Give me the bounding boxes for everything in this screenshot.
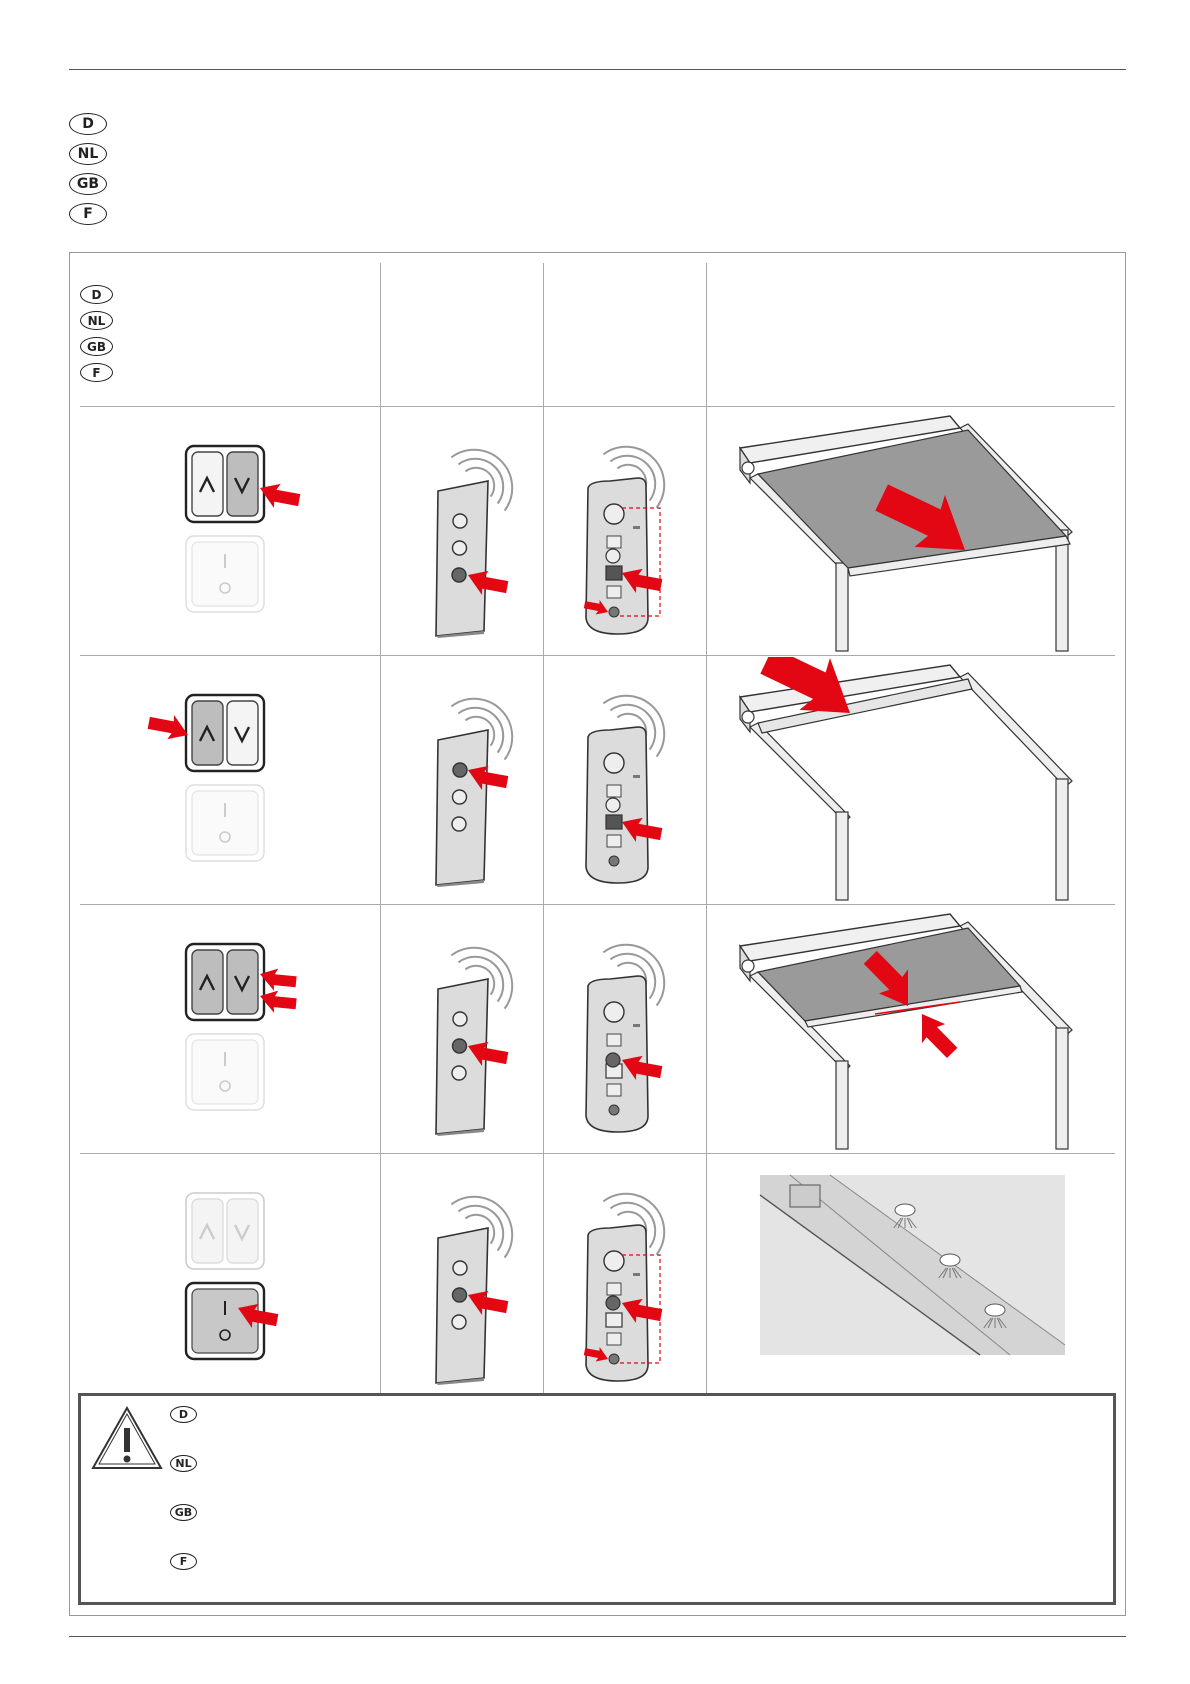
remote-button-3: [452, 568, 466, 582]
wall-switch-1: [120, 685, 320, 875]
handset-stop-button: [606, 815, 622, 829]
handset-round-button: [606, 1296, 620, 1310]
handset-round-button: [606, 1053, 620, 1067]
row-divider: [80, 904, 1115, 905]
wall-switch-2: [120, 934, 320, 1124]
column-divider: [380, 263, 381, 1401]
remote-button-1: [453, 763, 467, 777]
remote-control-2: [400, 924, 550, 1144]
switch-down-button: [227, 452, 258, 516]
table-language-badge-f: F: [80, 363, 113, 382]
handset-prog-button: [609, 1105, 619, 1115]
handset-remote-3: [550, 1173, 710, 1393]
warning-language-badge-gb: GB: [170, 1504, 197, 1521]
language-badge-f: F: [69, 203, 107, 225]
row-divider: [80, 1153, 1115, 1154]
switch-down-button: [227, 701, 258, 765]
switch-up-button: [192, 701, 223, 765]
handset-dial: [604, 1002, 624, 1022]
handset-round-button: [606, 798, 620, 812]
remote-button-1: [453, 1261, 467, 1275]
warning-triangle-icon: [91, 1404, 163, 1470]
language-badge-nl: NL: [69, 143, 107, 165]
red-arrow-icon: [908, 1006, 961, 1064]
pergola-illustration-2: [710, 906, 1110, 1151]
switch-down-button: [227, 950, 258, 1014]
handset-prog-button: [609, 856, 619, 866]
handset-remote-2: [550, 924, 710, 1144]
warning-language-badge-f: F: [170, 1553, 197, 1570]
switch-up-button: [192, 1199, 223, 1263]
handset-dial: [604, 504, 624, 524]
top-rule: [69, 69, 1126, 70]
remote-button-2: [453, 1288, 467, 1302]
switch-up-button: [192, 950, 223, 1014]
table-language-badge-gb: GB: [80, 337, 113, 356]
table-language-badge-d: D: [80, 285, 113, 304]
bottom-rule: [69, 1636, 1126, 1637]
remote-button-1: [453, 1012, 467, 1026]
light-switch-button: [192, 1040, 258, 1104]
handset-prog-button: [609, 1354, 619, 1364]
handset-round-button: [606, 549, 620, 563]
pergola-post: [1056, 779, 1068, 900]
warning-box: [78, 1393, 1116, 1605]
remote-button-3: [452, 1315, 466, 1329]
remote-button-1: [453, 514, 467, 528]
pergola-post: [836, 1061, 848, 1149]
wall-switch-0: [120, 436, 320, 626]
remote-button-3: [452, 1066, 466, 1080]
pergola-post: [836, 563, 848, 651]
warning-language-badge-d: D: [170, 1406, 197, 1423]
pergola-post: [1056, 530, 1068, 651]
light-switch-button: [192, 791, 258, 855]
switch-up-button: [192, 452, 223, 516]
handset-remote-1: [550, 675, 710, 895]
remote-button-2: [453, 541, 467, 555]
row-divider: [80, 655, 1115, 656]
pergola-illustration-1: [710, 657, 1110, 902]
remote-button-3: [452, 817, 466, 831]
light-switch-button: [192, 542, 258, 606]
pergola-illustration-0: [710, 408, 1110, 653]
wall-switch-3: [120, 1183, 320, 1373]
remote-control-0: [400, 426, 550, 646]
handset-remote-0: [550, 426, 710, 646]
pergola-post: [836, 812, 848, 900]
remote-control-3: [400, 1173, 550, 1393]
remote-button-2: [453, 1039, 467, 1053]
pergola-post: [1056, 1028, 1068, 1149]
handset-dial: [604, 753, 624, 773]
handset-prog-button: [609, 607, 619, 617]
handset-stop-button: [606, 1313, 622, 1327]
warning-language-badge-nl: NL: [170, 1455, 197, 1472]
language-badge-d: D: [69, 113, 107, 135]
table-language-badge-nl: NL: [80, 311, 113, 330]
handset-stop-button: [606, 566, 622, 580]
pergola-illustration-3: [710, 1155, 1110, 1400]
remote-control-1: [400, 675, 550, 895]
language-badge-gb: GB: [69, 173, 107, 195]
handset-dial: [604, 1251, 624, 1271]
remote-button-2: [453, 790, 467, 804]
row-divider: [80, 406, 1115, 407]
switch-down-button: [227, 1199, 258, 1263]
